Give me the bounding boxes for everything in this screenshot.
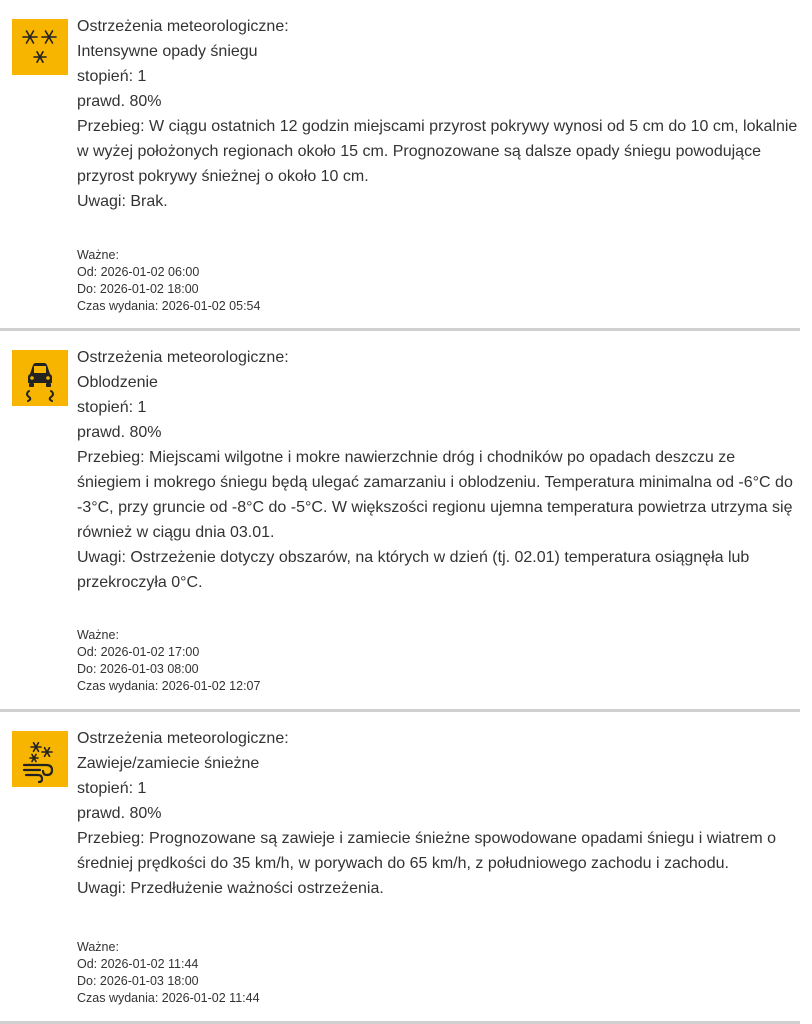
warning-remarks: Uwagi: Brak. <box>77 193 168 210</box>
valid-to: Do: 2026-01-03 18:00 <box>77 974 199 988</box>
issued-time: Czas wydania: 2026-01-02 12:07 <box>77 679 261 693</box>
warning-probability: prawd. 80% <box>77 424 162 441</box>
slippery-road-icon <box>12 350 68 406</box>
warning-item <box>0 712 812 1024</box>
warning-item <box>0 331 812 712</box>
warning-probability: prawd. 80% <box>77 805 162 822</box>
warning-course: Przebieg: Miejscami wilgotne i mokre nawierzchnie dróg i chodników po opadach deszczu ze śniegiem i mokrego śniegu będą ulegać zamarzaniu i oblodzeniu. Temperatura minimalna od -6°C do -3°C, przy gruncie od -8°C do -5°C. W większości regionu ujemna temperatura powietrza utrzyma się również w ciągu dnia 03.01. <box>77 449 798 541</box>
warning-level: stopień: 1 <box>77 68 147 85</box>
warning-course: Przebieg: W ciągu ostatnich 12 godzin miejscami przyrost pokrywy wynosi od 5 cm do 10 cm, lokalnie w wyżej położonych regionach około 15 cm. Prognozowane są dalsze opady śniegu powodujące przyrost pokrywy śnieżnej o około 10 cm. <box>77 118 802 185</box>
valid-from: Od: 2026-01-02 17:00 <box>77 645 200 659</box>
warning-validity <box>77 939 260 1007</box>
warning-validity <box>77 247 260 315</box>
valid-to: Do: 2026-01-03 08:00 <box>77 662 199 676</box>
warning-remarks: Uwagi: Przedłużenie ważności ostrzeżenia. <box>77 880 384 897</box>
snowfall-icon <box>12 19 68 75</box>
warning-title: Zawieje/zamiecie śnieżne <box>77 755 260 772</box>
warning-header: Ostrzeżenia meteorologiczne: <box>77 18 289 35</box>
issued-time: Czas wydania: 2026-01-02 05:54 <box>77 299 261 313</box>
warning-remarks: Uwagi: Ostrzeżenie dotyczy obszarów, na których w dzień (tj. 02.01) temperatura osiągnęła lub przekroczyła 0°C. <box>77 549 754 591</box>
valid-from: Od: 2026-01-02 11:44 <box>77 957 199 971</box>
warning-header: Ostrzeżenia meteorologiczne: <box>77 349 289 366</box>
warning-title: Oblodzenie <box>77 374 158 391</box>
valid-from: Od: 2026-01-02 06:00 <box>77 265 200 279</box>
warning-probability: prawd. 80% <box>77 93 162 110</box>
warning-item <box>0 0 812 331</box>
valid-label: Ważne: <box>77 628 119 642</box>
warning-header: Ostrzeżenia meteorologiczne: <box>77 730 289 747</box>
blizzard-icon <box>12 731 68 787</box>
warning-course: Przebieg: Prognozowane są zawieje i zamiecie śnieżne spowodowane opadami śniegu i wiatrem o średniej prędkości do 35 km/h, w porywach do 65 km/h, z południowego zachodu i zachodu. <box>77 830 781 872</box>
warning-title: Intensywne opady śniegu <box>77 43 258 60</box>
valid-label: Ważne: <box>77 248 119 262</box>
valid-to: Do: 2026-01-02 18:00 <box>77 282 199 296</box>
warning-validity <box>77 627 260 695</box>
warning-level: stopień: 1 <box>77 780 147 797</box>
issued-time: Czas wydania: 2026-01-02 11:44 <box>77 991 260 1005</box>
valid-label: Ważne: <box>77 940 119 954</box>
warning-level: stopień: 1 <box>77 399 147 416</box>
